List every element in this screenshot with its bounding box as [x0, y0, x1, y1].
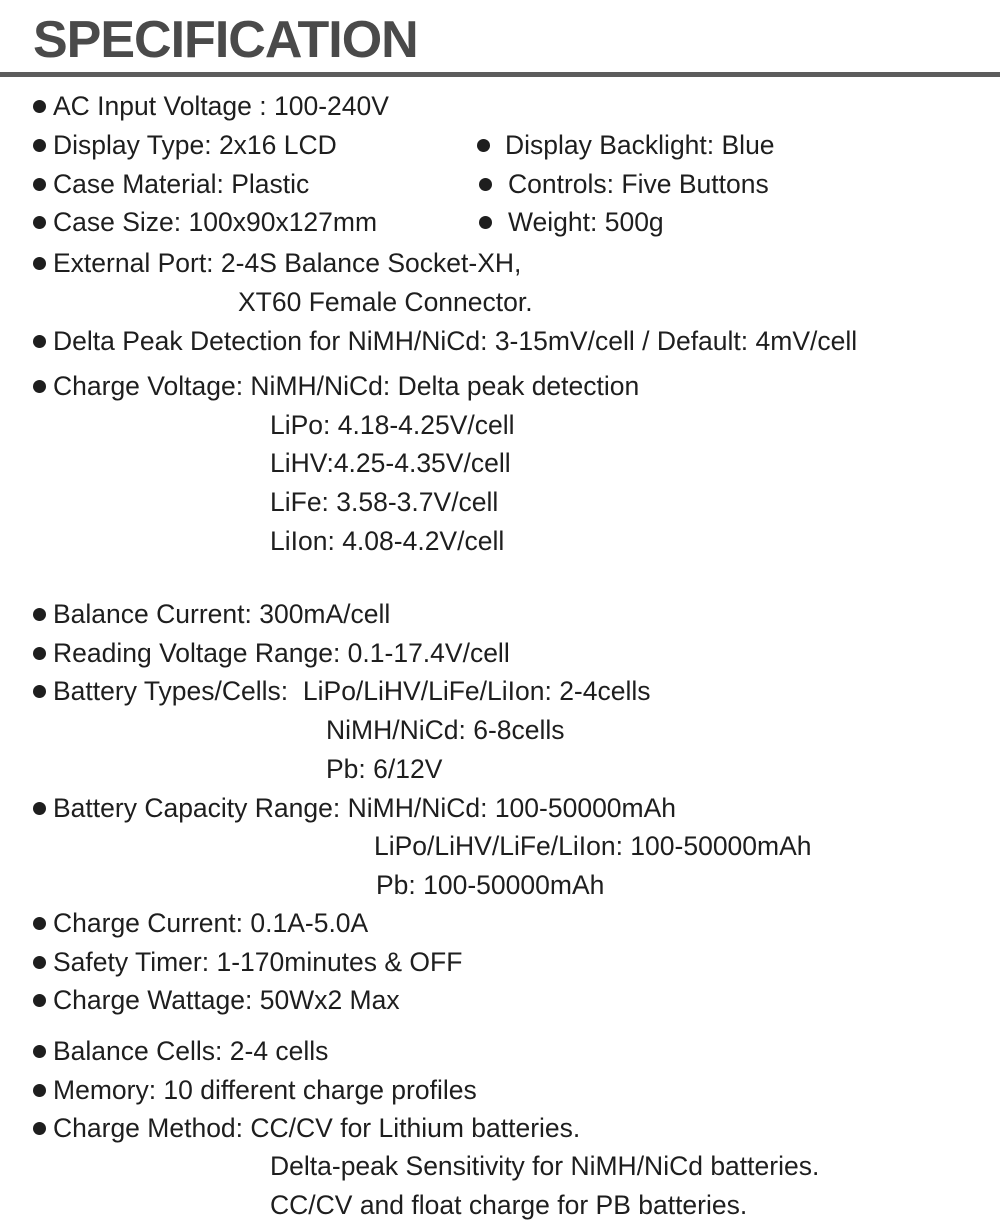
page-title: SPECIFICATION: [33, 11, 418, 69]
spec-balance-cells: Balance Cells: 2-4 cells: [53, 1036, 329, 1066]
bullet-icon: [33, 994, 46, 1007]
bullet-icon: [33, 380, 46, 393]
spec-charge-voltage-life: LiFe: 3.58-3.7V/cell: [270, 487, 499, 517]
bullet-icon: [33, 1122, 46, 1135]
bullet-icon: [477, 139, 490, 152]
spec-case-material: Case Material: Plastic: [53, 169, 310, 199]
spec-charge-voltage-lihv: LiHV:4.25-4.35V/cell: [270, 448, 511, 478]
spec-charge-method-pb: CC/CV and float charge for PB batteries.: [270, 1190, 748, 1220]
spec-balance-current: Balance Current: 300mA/cell: [53, 599, 391, 629]
spec-battery-capacity: Battery Capacity Range: NiMH/NiCd: 100-50000mAh: [53, 793, 677, 823]
spec-charge-wattage: Charge Wattage: 50Wx2 Max: [53, 985, 400, 1015]
bullet-icon: [33, 178, 46, 191]
bullet-icon: [33, 647, 46, 660]
bullet-icon: [33, 139, 46, 152]
bullet-icon: [33, 802, 46, 815]
spec-charge-voltage-liion: LiIon: 4.08-4.2V/cell: [270, 526, 505, 556]
spec-battery-types-pb: Pb: 6/12V: [326, 754, 443, 784]
bullet-icon: [33, 917, 46, 930]
spec-battery-capacity-lipo: LiPo/LiHV/LiFe/LiIon: 100-50000mAh: [374, 831, 812, 861]
bullet-icon: [33, 685, 46, 698]
spec-charge-method-nimh: Delta-peak Sensitivity for NiMH/NiCd batteries.: [270, 1151, 820, 1181]
spec-charge-voltage: Charge Voltage: NiMH/NiCd: Delta peak detection: [53, 371, 640, 401]
bullet-icon: [33, 1045, 46, 1058]
spec-controls: Controls: Five Buttons: [508, 169, 769, 199]
bullet-icon: [33, 100, 46, 113]
spec-safety-timer: Safety Timer: 1-170minutes & OFF: [53, 947, 463, 977]
spec-display-type: Display Type: 2x16 LCD: [53, 130, 337, 160]
bullet-icon: [479, 178, 492, 191]
spec-charge-current: Charge Current: 0.1A-5.0A: [53, 908, 369, 938]
bullet-icon: [33, 956, 46, 969]
bullet-icon: [33, 257, 46, 270]
bullet-icon: [479, 216, 492, 229]
bullet-icon: [33, 608, 46, 621]
spec-external-port-cont: XT60 Female Connector.: [238, 287, 533, 317]
spec-weight: Weight: 500g: [508, 207, 664, 237]
spec-charge-method: Charge Method: CC/CV for Lithium batteries.: [53, 1113, 581, 1143]
spec-battery-types-nimh: NiMH/NiCd: 6-8cells: [326, 715, 565, 745]
spec-memory: Memory: 10 different charge profiles: [53, 1075, 477, 1105]
spec-delta-peak: Delta Peak Detection for NiMH/NiCd: 3-15mV/cell / Default: 4mV/cell: [53, 326, 858, 356]
title-divider: [0, 72, 1000, 77]
bullet-icon: [33, 216, 46, 229]
spec-ac-input: AC Input Voltage : 100-240V: [53, 91, 389, 121]
spec-case-size: Case Size: 100x90x127mm: [53, 207, 378, 237]
spec-display-backlight: Display Backlight: Blue: [505, 130, 775, 160]
spec-battery-types: Battery Types/Cells: LiPo/LiHV/LiFe/LiIon: 2-4cells: [53, 676, 651, 706]
spec-reading-voltage: Reading Voltage Range: 0.1-17.4V/cell: [53, 638, 510, 668]
spec-battery-capacity-pb: Pb: 100-50000mAh: [376, 870, 605, 900]
spec-charge-voltage-lipo: LiPo: 4.18-4.25V/cell: [270, 410, 515, 440]
bullet-icon: [33, 335, 46, 348]
spec-external-port: External Port: 2-4S Balance Socket-XH,: [53, 248, 522, 278]
bullet-icon: [33, 1084, 46, 1097]
